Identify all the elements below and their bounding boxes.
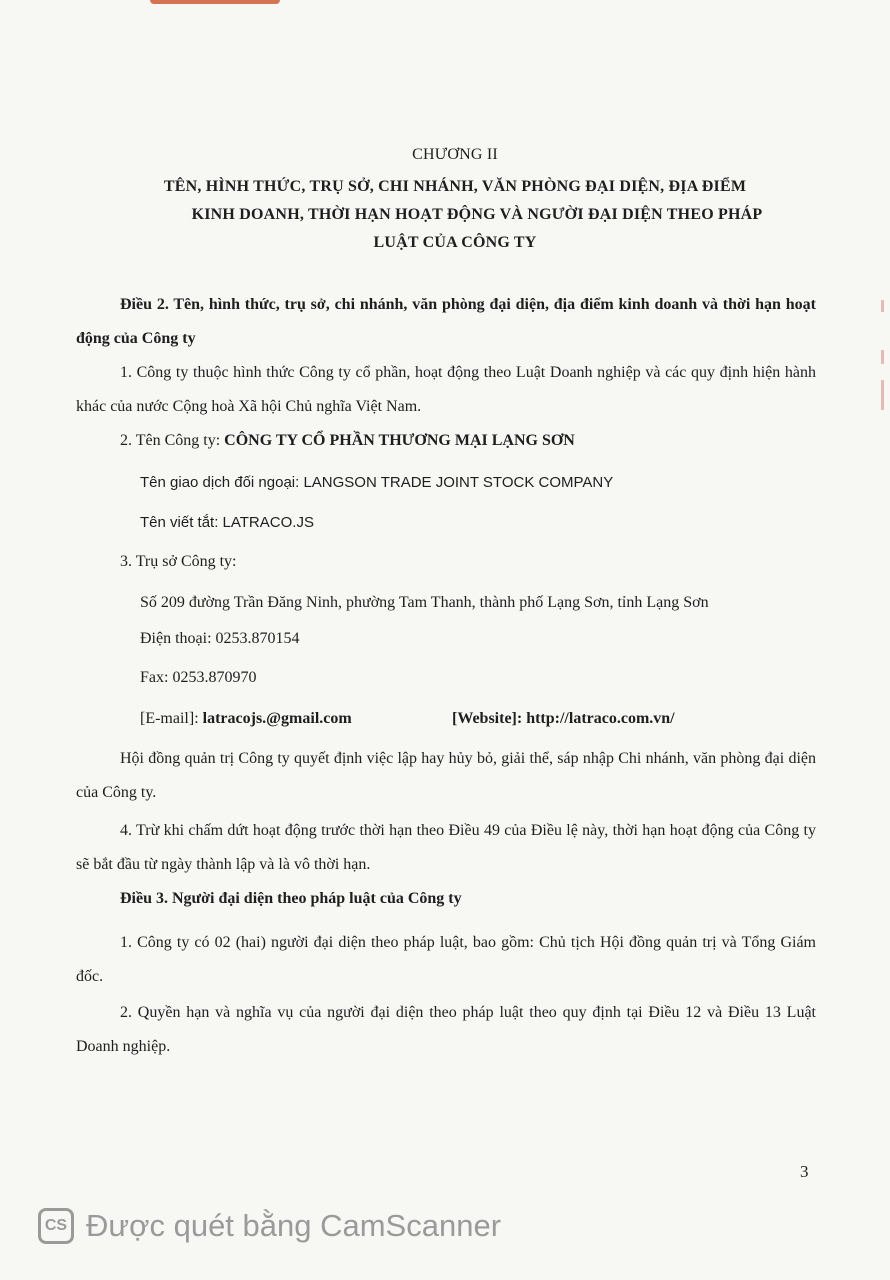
chapter-title-line-3: LUẬT CỦA CÔNG TY xyxy=(373,234,537,251)
article-2-heading: Điều 2. Tên, hình thức, trụ sở, chi nhánh, văn phòng đại diện, địa điểm kinh doanh và thời hạn hoạt động của Công ty xyxy=(76,296,816,347)
article-3-clause-1: 1. Công ty có 02 (hai) người đại diện theo pháp luật, bao gồm: Chủ tịch Hội đồng quản trị và Tổng Giám đốc. xyxy=(76,934,816,985)
email-line xyxy=(140,710,352,728)
short-name: Tên viết tắt: LATRACO.JS xyxy=(140,514,314,531)
clause-2-label: 2. Tên Công ty: xyxy=(120,432,225,449)
phone-number: Điện thoại: 0253.870154 xyxy=(140,630,300,647)
fax-number: Fax: 0253.870970 xyxy=(140,669,257,686)
scan-edge-mark xyxy=(881,350,884,364)
camscanner-logo-icon: CS xyxy=(38,1208,74,1244)
scanner-watermark xyxy=(38,1204,501,1248)
chapter-title-line-1: TÊN, HÌNH THỨC, TRỤ SỞ, CHI NHÁNH, VĂN PHÒNG ĐẠI DIỆN, ĐỊA ĐIỂM xyxy=(163,178,747,195)
website-url: http://latraco.com.vn/ xyxy=(526,710,675,727)
article-2-clause-4: 4. Trừ khi chấm dứt hoạt động trước thời hạn theo Điều 49 của Điều lệ này, thời hạn hoạt động của Công ty sẽ bắt đầu từ ngày thành lập và là vô thời hạn. xyxy=(76,822,816,873)
scan-edge-mark xyxy=(881,380,884,410)
head-office-address: Số 209 đường Trần Đăng Ninh, phường Tam Thanh, thành phố Lạng Sơn, tỉnh Lạng Sơn xyxy=(140,594,709,611)
chapter-number: CHƯƠNG II xyxy=(412,146,498,163)
scan-edge-mark xyxy=(881,300,884,312)
board-decision-note: Hội đồng quản trị Công ty quyết định việc lập hay hủy bỏ, giải thể, sáp nhập Chi nhánh, văn phòng đại diện của Công ty. xyxy=(76,750,816,801)
chapter-title-line-2: KINH DOANH, THỜI HẠN HOẠT ĐỘNG VÀ NGƯỜI ĐẠI DIỆN THEO PHÁP xyxy=(191,206,763,223)
article-3-clause-2: 2. Quyền hạn và nghĩa vụ của người đại diện theo pháp luật theo quy định tại Điều 12 và Điều 13 Luật Doanh nghiệp. xyxy=(76,1004,816,1055)
article-2-clause-2 xyxy=(120,432,575,450)
website-line xyxy=(452,710,675,728)
watermark-text: Được quét bằng CamScanner xyxy=(86,1208,502,1243)
email-label: [E-mail]: xyxy=(140,710,203,727)
foreign-trade-name: Tên giao dịch đối ngoại: LANGSON TRADE JOINT STOCK COMPANY xyxy=(140,474,614,491)
email-address: latracojs.@gmail.com xyxy=(202,710,352,727)
website-label: [Website]: xyxy=(452,710,527,727)
scan-edge-mark xyxy=(150,0,280,4)
article-2-clause-1: 1. Công ty thuộc hình thức Công ty cổ phần, hoạt động theo Luật Doanh nghiệp và các quy định hiện hành khác của nước Cộng hoà Xã hội Chủ nghĩa Việt Nam. xyxy=(76,364,816,415)
article-2-clause-3: 3. Trụ sở Công ty: xyxy=(120,553,237,570)
page-number: 3 xyxy=(800,1162,809,1181)
company-name: CÔNG TY CỔ PHẦN THƯƠNG MẠI LẠNG SƠN xyxy=(224,432,575,449)
article-3-heading: Điều 3. Người đại diện theo pháp luật của Công ty xyxy=(120,890,462,907)
